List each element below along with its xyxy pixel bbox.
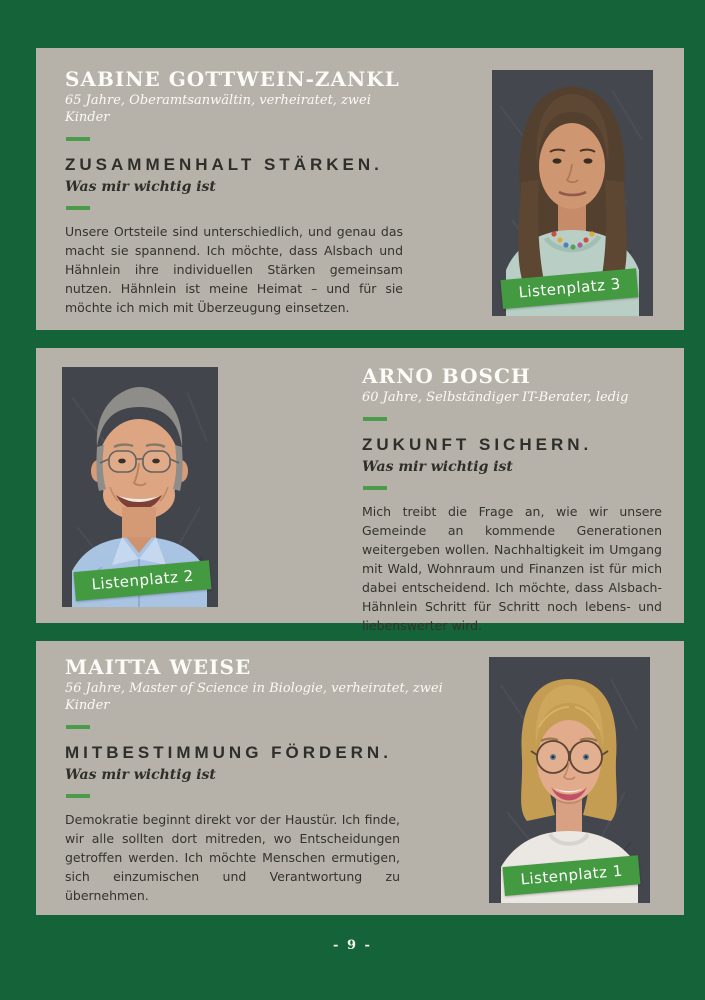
candidate-headline: ZUKUNFT SICHERN.	[362, 434, 593, 454]
candidate-subtitle: 56 Jahre, Master of Science in Biologie, verheiratet, zwei Kinder	[65, 681, 443, 713]
candidate-photo	[489, 657, 650, 903]
candidate-subtitle: 60 Jahre, Selbständiger IT-Berater, ledig	[362, 390, 629, 405]
accent-dash	[363, 486, 387, 490]
candidate-card-arno	[36, 348, 684, 634]
candidate-info	[65, 656, 485, 905]
accent-dash	[66, 206, 90, 210]
listenplatz-badge: Listenplatz 3	[500, 268, 638, 309]
candidate-name: MAITTA WEISE	[65, 655, 252, 679]
candidate-tagline: Was mir wichtig ist	[65, 767, 216, 784]
candidate-photo	[62, 367, 218, 607]
candidate-statement: Unsere Ortsteile sind unterschiedlich, und genau das macht sie spannend. Ich möchte, dass Alsbach und Hähnlein ihre individuellen Stärken gemeinsam nutzen. Hähnlein ist meine Heimat – und für sie möchte ich mich mit Überzeugung einsetzen.	[65, 224, 403, 316]
candidate-card-maitta	[36, 641, 684, 915]
candidate-name: SABINE GOTTWEIN-ZANKL	[65, 67, 400, 91]
candidate-statement: Mich treibt die Frage an, wie wir unsere Gemeinde an kommende Generationen weitergeben wollen. Nachhaltigkeit im Umgang mit Wald, Wohnraum und Finanzen ist für mich dabei entscheidend. Ich möchte, dass Alsbach-Hähnlein Schritt für Schritt noch lebens- und liebenswerter wird.	[362, 504, 662, 634]
candidate-card-sabine	[36, 48, 684, 330]
candidate-info	[65, 68, 410, 317]
candidate-statement: Demokratie beginnt direkt vor der Haustür. Ich finde, wir alle sollten dort mitreden, wo Entscheidungen getroffen werden. Ich möchte Menschen ermutigen, sich einzumischen und Verantwortung zu übernehmen.	[65, 812, 400, 904]
listenplatz-badge: Listenplatz 2	[73, 560, 211, 601]
listenplatz-badge: Listenplatz 1	[502, 855, 640, 896]
candidate-tagline: Was mir wichtig ist	[65, 179, 216, 196]
accent-dash	[66, 725, 90, 729]
candidate-info	[362, 365, 662, 635]
accent-dash	[66, 137, 90, 141]
candidate-headline: ZUSAMMENHALT STÄRKEN.	[65, 154, 383, 174]
candidate-photo	[492, 70, 653, 316]
page-number: - 9 -	[333, 938, 372, 953]
candidate-headline: MITBESTIMMUNG FÖRDERN.	[65, 742, 392, 762]
accent-dash	[66, 794, 90, 798]
candidate-subtitle: 65 Jahre, Oberamtsanwältin, verheiratet, zwei Kinder	[65, 93, 371, 125]
candidate-name: ARNO BOSCH	[362, 364, 531, 388]
accent-dash	[363, 417, 387, 421]
candidate-tagline: Was mir wichtig ist	[362, 459, 513, 476]
